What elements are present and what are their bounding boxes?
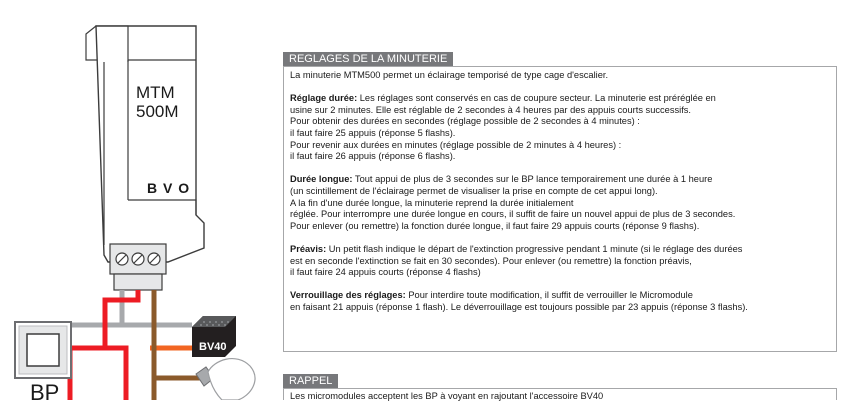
push-button [15, 322, 71, 378]
wire-red-2 [105, 348, 126, 400]
paragraph-heading: Réglage durée: [290, 93, 358, 104]
text-run: Pour interdire toute modification, il suffit de verrouiller le Micromodule [405, 290, 693, 301]
paragraph-rappel [290, 391, 830, 403]
module-label-line2: 500M [136, 102, 179, 121]
text-line: réglée. Pour interrompre une durée longue en cours, il suffit de faire un nouvel appui de plus de 3 secondes. [290, 209, 736, 220]
bulb-icon [196, 359, 255, 400]
text-line: Pour enlever (ou remettre) la fonction durée longue, il faut faire 29 appuis courts (réponse 9 flashs). [290, 220, 700, 231]
text-line: est en seconde l'extinction se fait en 30 secondes). Pour enlever (ou remettre) la fonction préavis, [290, 255, 692, 266]
push-button-label: BP [30, 380, 60, 400]
section-body-reglages [283, 66, 837, 352]
module-body [96, 26, 204, 262]
paragraph-intro [290, 70, 830, 82]
section-body-rappel [283, 388, 837, 400]
paragraph-heading: Verrouillage des réglages: [290, 290, 406, 301]
text-line: Les micromodules acceptent les BP à voyant en rajoutant l'accessoire BV40 [290, 391, 604, 401]
paragraph-heading: Préavis: [290, 243, 327, 254]
text-line: usine sur 2 minutes. Elle est réglable de 2 secondes à 4 heures par des appuis courts successifs. [290, 104, 692, 115]
text-line [290, 290, 830, 302]
text-run: Un petit flash indique le départ de l'extinction progressive pendant 1 minute (si le réglage des durées [326, 243, 743, 254]
text-line [290, 93, 830, 105]
text-line: il faut faire 26 appuis (réponse 6 flashs). [290, 151, 456, 162]
text-line [290, 244, 830, 256]
text-line: La minuterie MTM500 permet un éclairage temporisé de type cage d'escalier. [290, 70, 609, 80]
text-line: Pour obtenir des durées en secondes (réglage possible de 2 secondes à 4 minutes) : [290, 116, 640, 127]
paragraph-duree-longue [290, 174, 830, 232]
text-line: en faisant 21 appuis (réponse 1 flash). Le déverrouillage est toujours possible par 23 appuis (réponse 3 flashs). [290, 301, 748, 312]
section-header-reglages: REGLAGES DE LA MINUTERIE [283, 52, 453, 66]
text-line: (un scintillement de l'éclairage permet de visualiser la prise en compte de cet appui long). [290, 185, 658, 196]
paragraph-heading: Durée longue: [290, 174, 353, 185]
text-run: Tout appui de plus de 3 secondes sur le BP lance temporairement une durée à 1 heure [352, 174, 713, 185]
paragraph-reglage-duree [290, 93, 830, 163]
text-line [290, 174, 830, 186]
paragraph-preavis [290, 244, 830, 279]
text-line: il faut faire 25 appuis (réponse 5 flashs). [290, 127, 456, 138]
text-line: Pour revenir aux durées en minutes (réglage possible de 2 minutes à 4 heures) : [290, 139, 622, 150]
section-header-rappel: RAPPEL [283, 374, 338, 388]
bv40-label: BV40 [199, 341, 227, 353]
text-line: A la fin d'une durée longue, la minuterie reprend la durée initialement [290, 197, 574, 208]
module-label-line1: MTM [136, 83, 175, 102]
text-run: Les réglages sont conservés en cas de coupure secteur. La minuterie est préréglée en [357, 93, 716, 104]
text-line: il faut faire 24 appuis courts (réponse 4 flashs) [290, 267, 481, 278]
wiring-diagram [0, 0, 272, 400]
paragraph-verrouillage [290, 290, 830, 313]
terminal-labels: B V O [147, 180, 191, 196]
